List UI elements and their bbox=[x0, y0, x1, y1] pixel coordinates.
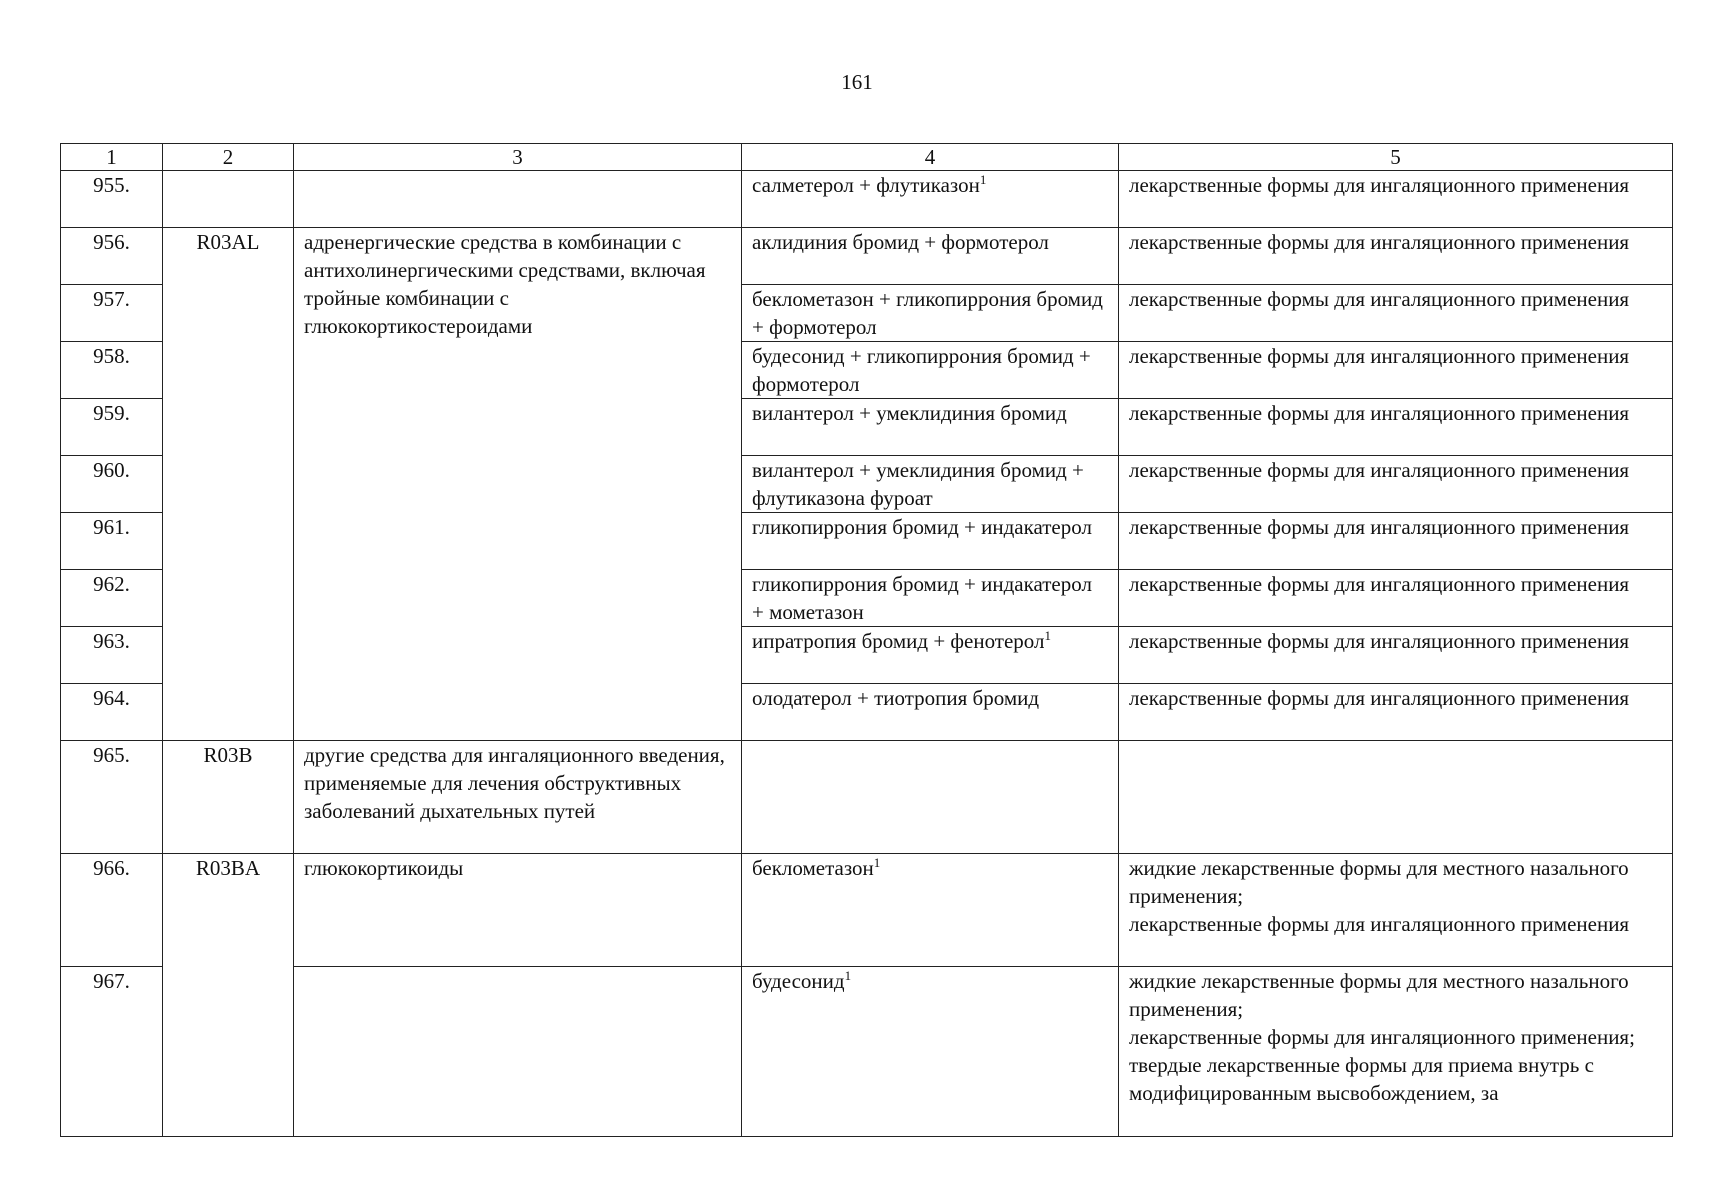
table-row bbox=[61, 854, 1673, 967]
drug-name bbox=[742, 967, 1119, 1137]
dosage-form: лекарственные формы для ингаляционного применения bbox=[1119, 399, 1673, 456]
drug-name-text: будесонид bbox=[752, 969, 845, 993]
drug-name bbox=[742, 854, 1119, 967]
atc-code: R03AL bbox=[163, 228, 294, 741]
row-number: 955. bbox=[61, 171, 163, 228]
table-row bbox=[61, 171, 1673, 228]
drug-name-text: аклидиния бромид + формотерол bbox=[752, 230, 1049, 254]
drug-name bbox=[742, 399, 1119, 456]
column-header: 4 bbox=[742, 144, 1119, 171]
dosage-form bbox=[1119, 741, 1673, 854]
column-header: 1 bbox=[61, 144, 163, 171]
column-header: 2 bbox=[163, 144, 294, 171]
drug-name bbox=[742, 342, 1119, 399]
header-row bbox=[61, 144, 1673, 171]
atc-code: R03B bbox=[163, 741, 294, 854]
atc-code: R03BA bbox=[163, 854, 294, 1137]
drug-name-text: гликопиррония бромид + индакатерол bbox=[752, 515, 1092, 539]
row-number: 957. bbox=[61, 285, 163, 342]
table-row bbox=[61, 228, 1673, 285]
footnote-mark: 1 bbox=[873, 855, 881, 870]
dosage-form bbox=[1119, 967, 1673, 1137]
row-number: 964. bbox=[61, 684, 163, 741]
drug-name-text: салметерол + флутиказон bbox=[752, 173, 980, 197]
column-header: 5 bbox=[1119, 144, 1673, 171]
drug-name bbox=[742, 228, 1119, 285]
dosage-form: лекарственные формы для ингаляционного применения bbox=[1119, 285, 1673, 342]
pharmacological-group: другие средства для ингаляционного введения, применяемые для лечения обструктивных заболеваний дыхательных путей bbox=[294, 741, 742, 854]
pharmacological-group: адренергические средства в комбинации с антихолинергическими средствами, включая тройные комбинации с глюкокортикостероидами bbox=[294, 228, 742, 741]
row-number: 961. bbox=[61, 513, 163, 570]
row-number: 967. bbox=[61, 967, 163, 1137]
row-number: 958. bbox=[61, 342, 163, 399]
drug-name-text: олодатерол + тиотропия бромид bbox=[752, 686, 1040, 710]
column-header: 3 bbox=[294, 144, 742, 171]
drug-name bbox=[742, 570, 1119, 627]
dosage-form-line: лекарственные формы для ингаляционного применения bbox=[1129, 912, 1630, 936]
drug-name-text: беклометазон bbox=[752, 856, 874, 880]
drug-name bbox=[742, 456, 1119, 513]
atc-code bbox=[163, 171, 294, 228]
row-number: 956. bbox=[61, 228, 163, 285]
table-row bbox=[61, 741, 1673, 854]
row-number: 965. bbox=[61, 741, 163, 854]
pharmacological-group bbox=[294, 171, 742, 228]
drug-name-text: будесонид + гликопиррония бромид + формотерол bbox=[752, 344, 1091, 396]
drug-name-text: гликопиррония бромид + индакатерол + мометазон bbox=[752, 572, 1092, 624]
dosage-form: лекарственные формы для ингаляционного применения bbox=[1119, 684, 1673, 741]
dosage-form: лекарственные формы для ингаляционного применения bbox=[1119, 513, 1673, 570]
pharmacological-group bbox=[294, 967, 742, 1137]
row-number: 963. bbox=[61, 627, 163, 684]
drug-name bbox=[742, 627, 1119, 684]
dosage-form bbox=[1119, 854, 1673, 967]
footnote-mark: 1 bbox=[1044, 628, 1052, 643]
dosage-form-line: жидкие лекарственные формы для местного назального применения; bbox=[1129, 856, 1629, 908]
drug-name-text: вилантерол + умеклидиния бромид + флутиказона фуроат bbox=[752, 458, 1084, 510]
drug-name-text: беклометазон + гликопиррония бромид + формотерол bbox=[752, 287, 1103, 339]
dosage-form: лекарственные формы для ингаляционного применения bbox=[1119, 171, 1673, 228]
footnote-mark: 1 bbox=[979, 172, 987, 187]
row-number: 962. bbox=[61, 570, 163, 627]
drug-name bbox=[742, 171, 1119, 228]
pharmacological-group: глюкокортикоиды bbox=[294, 854, 742, 967]
drug-table bbox=[60, 143, 1673, 1137]
page-number: 161 bbox=[841, 70, 873, 94]
drug-name bbox=[742, 285, 1119, 342]
drug-name-text: вилантерол + умеклидиния бромид bbox=[752, 401, 1067, 425]
dosage-form-line: лекарственные формы для ингаляционного применения; bbox=[1129, 1025, 1635, 1049]
drug-name-text: ипратропия бромид + фенотерол bbox=[752, 629, 1045, 653]
row-number: 966. bbox=[61, 854, 163, 967]
dosage-form: лекарственные формы для ингаляционного применения bbox=[1119, 228, 1673, 285]
row-number: 960. bbox=[61, 456, 163, 513]
dosage-form: лекарственные формы для ингаляционного применения bbox=[1119, 342, 1673, 399]
drug-name bbox=[742, 513, 1119, 570]
dosage-form: лекарственные формы для ингаляционного применения bbox=[1119, 627, 1673, 684]
drug-name bbox=[742, 741, 1119, 854]
dosage-form: лекарственные формы для ингаляционного применения bbox=[1119, 570, 1673, 627]
dosage-form: лекарственные формы для ингаляционного применения bbox=[1119, 456, 1673, 513]
dosage-form-line: жидкие лекарственные формы для местного назального применения; bbox=[1129, 969, 1629, 1021]
dosage-form-line: твердые лекарственные формы для приема внутрь с модифицированным высвобождением, за bbox=[1129, 1053, 1594, 1105]
table-row bbox=[61, 967, 1673, 1137]
row-number: 959. bbox=[61, 399, 163, 456]
drug-name bbox=[742, 684, 1119, 741]
footnote-mark: 1 bbox=[844, 968, 852, 983]
